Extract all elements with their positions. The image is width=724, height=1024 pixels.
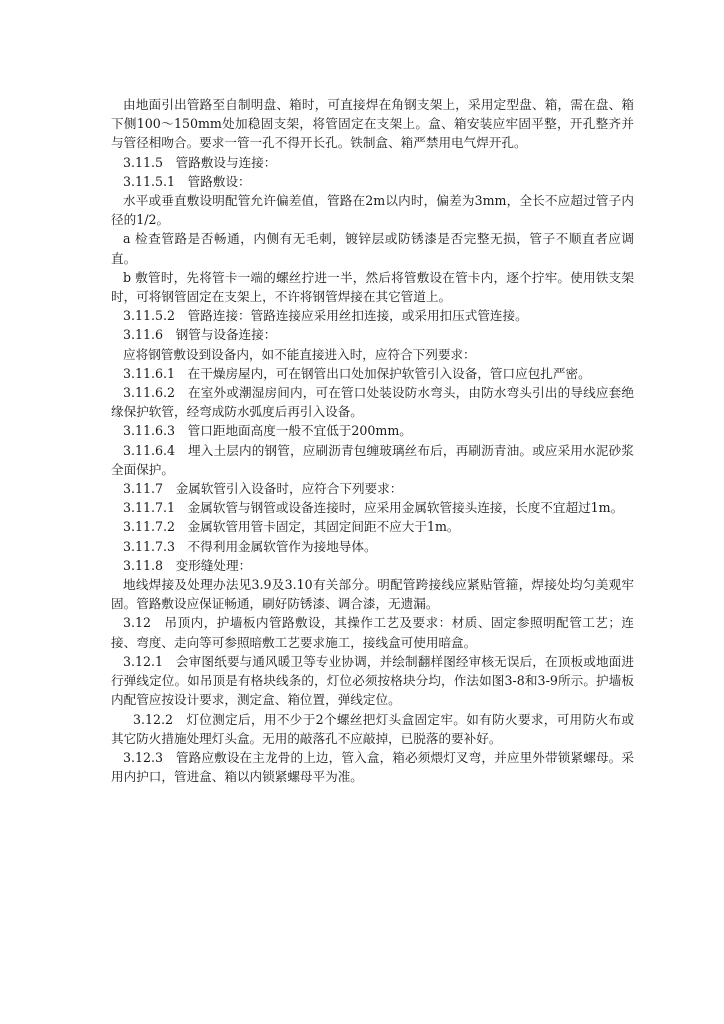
paragraph-equipment-entry: 应将钢管敷设到设备内，如不能直接进入时，应符合下列要求：	[123, 346, 476, 362]
paragraph-tolerance: 水平或垂直敷设明配管允许偏差值，管路在2m以内时，偏差为3mm，全长不应超过管子内径的1/2。	[111, 193, 634, 228]
heading-3-12-3: 3.12.3 管路应敷设在主龙骨的上边，管入盒，箱必须煨灯叉弯，并应里外带锁紧螺母。采用内护口，管进盒、箱以内锁紧螺母平为准。	[111, 749, 634, 785]
heading-3-11-6-4: 3.11.6.4 埋入土层内的钢管，应刷沥青包缠玻璃丝布后，再刷沥青油。或应采用水泥砂浆全面保护。	[111, 442, 634, 477]
heading-3-11-6-3: 3.11.6.3 管口距地面高度一般不宜低于200mm。	[123, 423, 412, 439]
heading-3-11-5-1: 3.11.5.1 管路敷设：	[123, 173, 251, 189]
heading-3-11-7: 3.11.7 金属软管引入设备时，应符合下列要求：	[123, 481, 403, 497]
heading-3-11-6-2: 3.11.6.2 在室外或潮湿房间内，可在管口处装设防水弯头，由防水弯头引出的导线应套绝缘保护软管，经弯成防水弧度后再引入设备。	[111, 385, 634, 420]
paragraph-item-a: a 检查管路是否畅通，内侧有无毛刺，镀锌层或防锈漆是否完整无损，管子不顺直者应调直。	[111, 231, 634, 266]
paragraph-ground-weld: 地线焊接及处理办法见3.9及3.10有关部分。明配管跨接线应紧贴管箍，焊接处均匀美观牢固。管路敷设应保证畅通，刷好防锈漆、调合漆，无遗漏。	[111, 577, 634, 612]
heading-3-11-7-2: 3.11.7.2 金属软管用管卡固定，其固定间距不应大于1m。	[123, 519, 460, 535]
paragraph-item-b: b 敷管时，先将管卡一端的螺丝拧进一半，然后将管敷设在管卡内，逐个拧牢。使用铁支架时，可将钢管固定在支架上，不许将钢管焊接在其它管道上。	[111, 269, 634, 305]
heading-3-11-7-1: 3.11.7.1 金属软管与钢管或设备连接时，应采用金属软管接头连接，长度不宜超过1m。	[123, 500, 624, 516]
heading-3-11-8: 3.11.8 变形缝处理：	[123, 557, 252, 573]
heading-3-11-5: 3.11.5 管路敷设与连接：	[123, 154, 277, 170]
heading-3-12-2: 3.12.2 灯位测定后，用不少于2个螺丝把灯头盒固定牢。如有防火要求，可用防火布或其它防火措施处理灯头盒。无用的敲落孔不应敲掉，已脱落的要补好。	[111, 711, 634, 746]
heading-3-11-6-1: 3.11.6.1 在干燥房屋内，可在钢管出口处加保护软管引入设备，管口应包扎严密。	[123, 365, 591, 381]
document-body	[111, 95, 634, 786]
heading-3-11-7-3: 3.11.7.3 不得利用金属软管作为接地导体。	[123, 538, 377, 554]
heading-3-11-5-2: 3.11.5.2 管路连接：管路连接应采用丝扣连接，或采用扣压式管连接。	[123, 308, 528, 324]
heading-3-12: 3.12 吊顶内，护墙板内管路敷设，其操作工艺及要求：材质、固定参照明配管工艺；连接、弯度、走向等可参照暗敷工艺要求施工，接线盒可使用暗盒。	[111, 615, 634, 650]
heading-3-11-6: 3.11.6 钢管与设备连接：	[123, 327, 277, 343]
heading-3-12-1: 3.12.1 会审图纸要与通风暖卫等专业协调，并绘制翻样图经审核无误后，在顶板或地面进行弹线定位。如吊顶是有格块线条的，灯位必须按格块分均，作法如图3-8和3-9所示。护墙板内配管应按设计要求，测定盒、箱位置，弹线定位。	[111, 653, 634, 708]
paragraph-box-support: 由地面引出管路至自制明盘、箱时，可直接焊在角钢支架上，采用定型盘、箱，需在盘、箱下侧100～150mm处加稳固支架，将管固定在支架上。盒、箱安装应牢固平整，开孔整齐并与管径相吻合。要求一管一孔不得开长孔。铁制盒、箱严禁用电气焊开孔。	[111, 97, 634, 151]
